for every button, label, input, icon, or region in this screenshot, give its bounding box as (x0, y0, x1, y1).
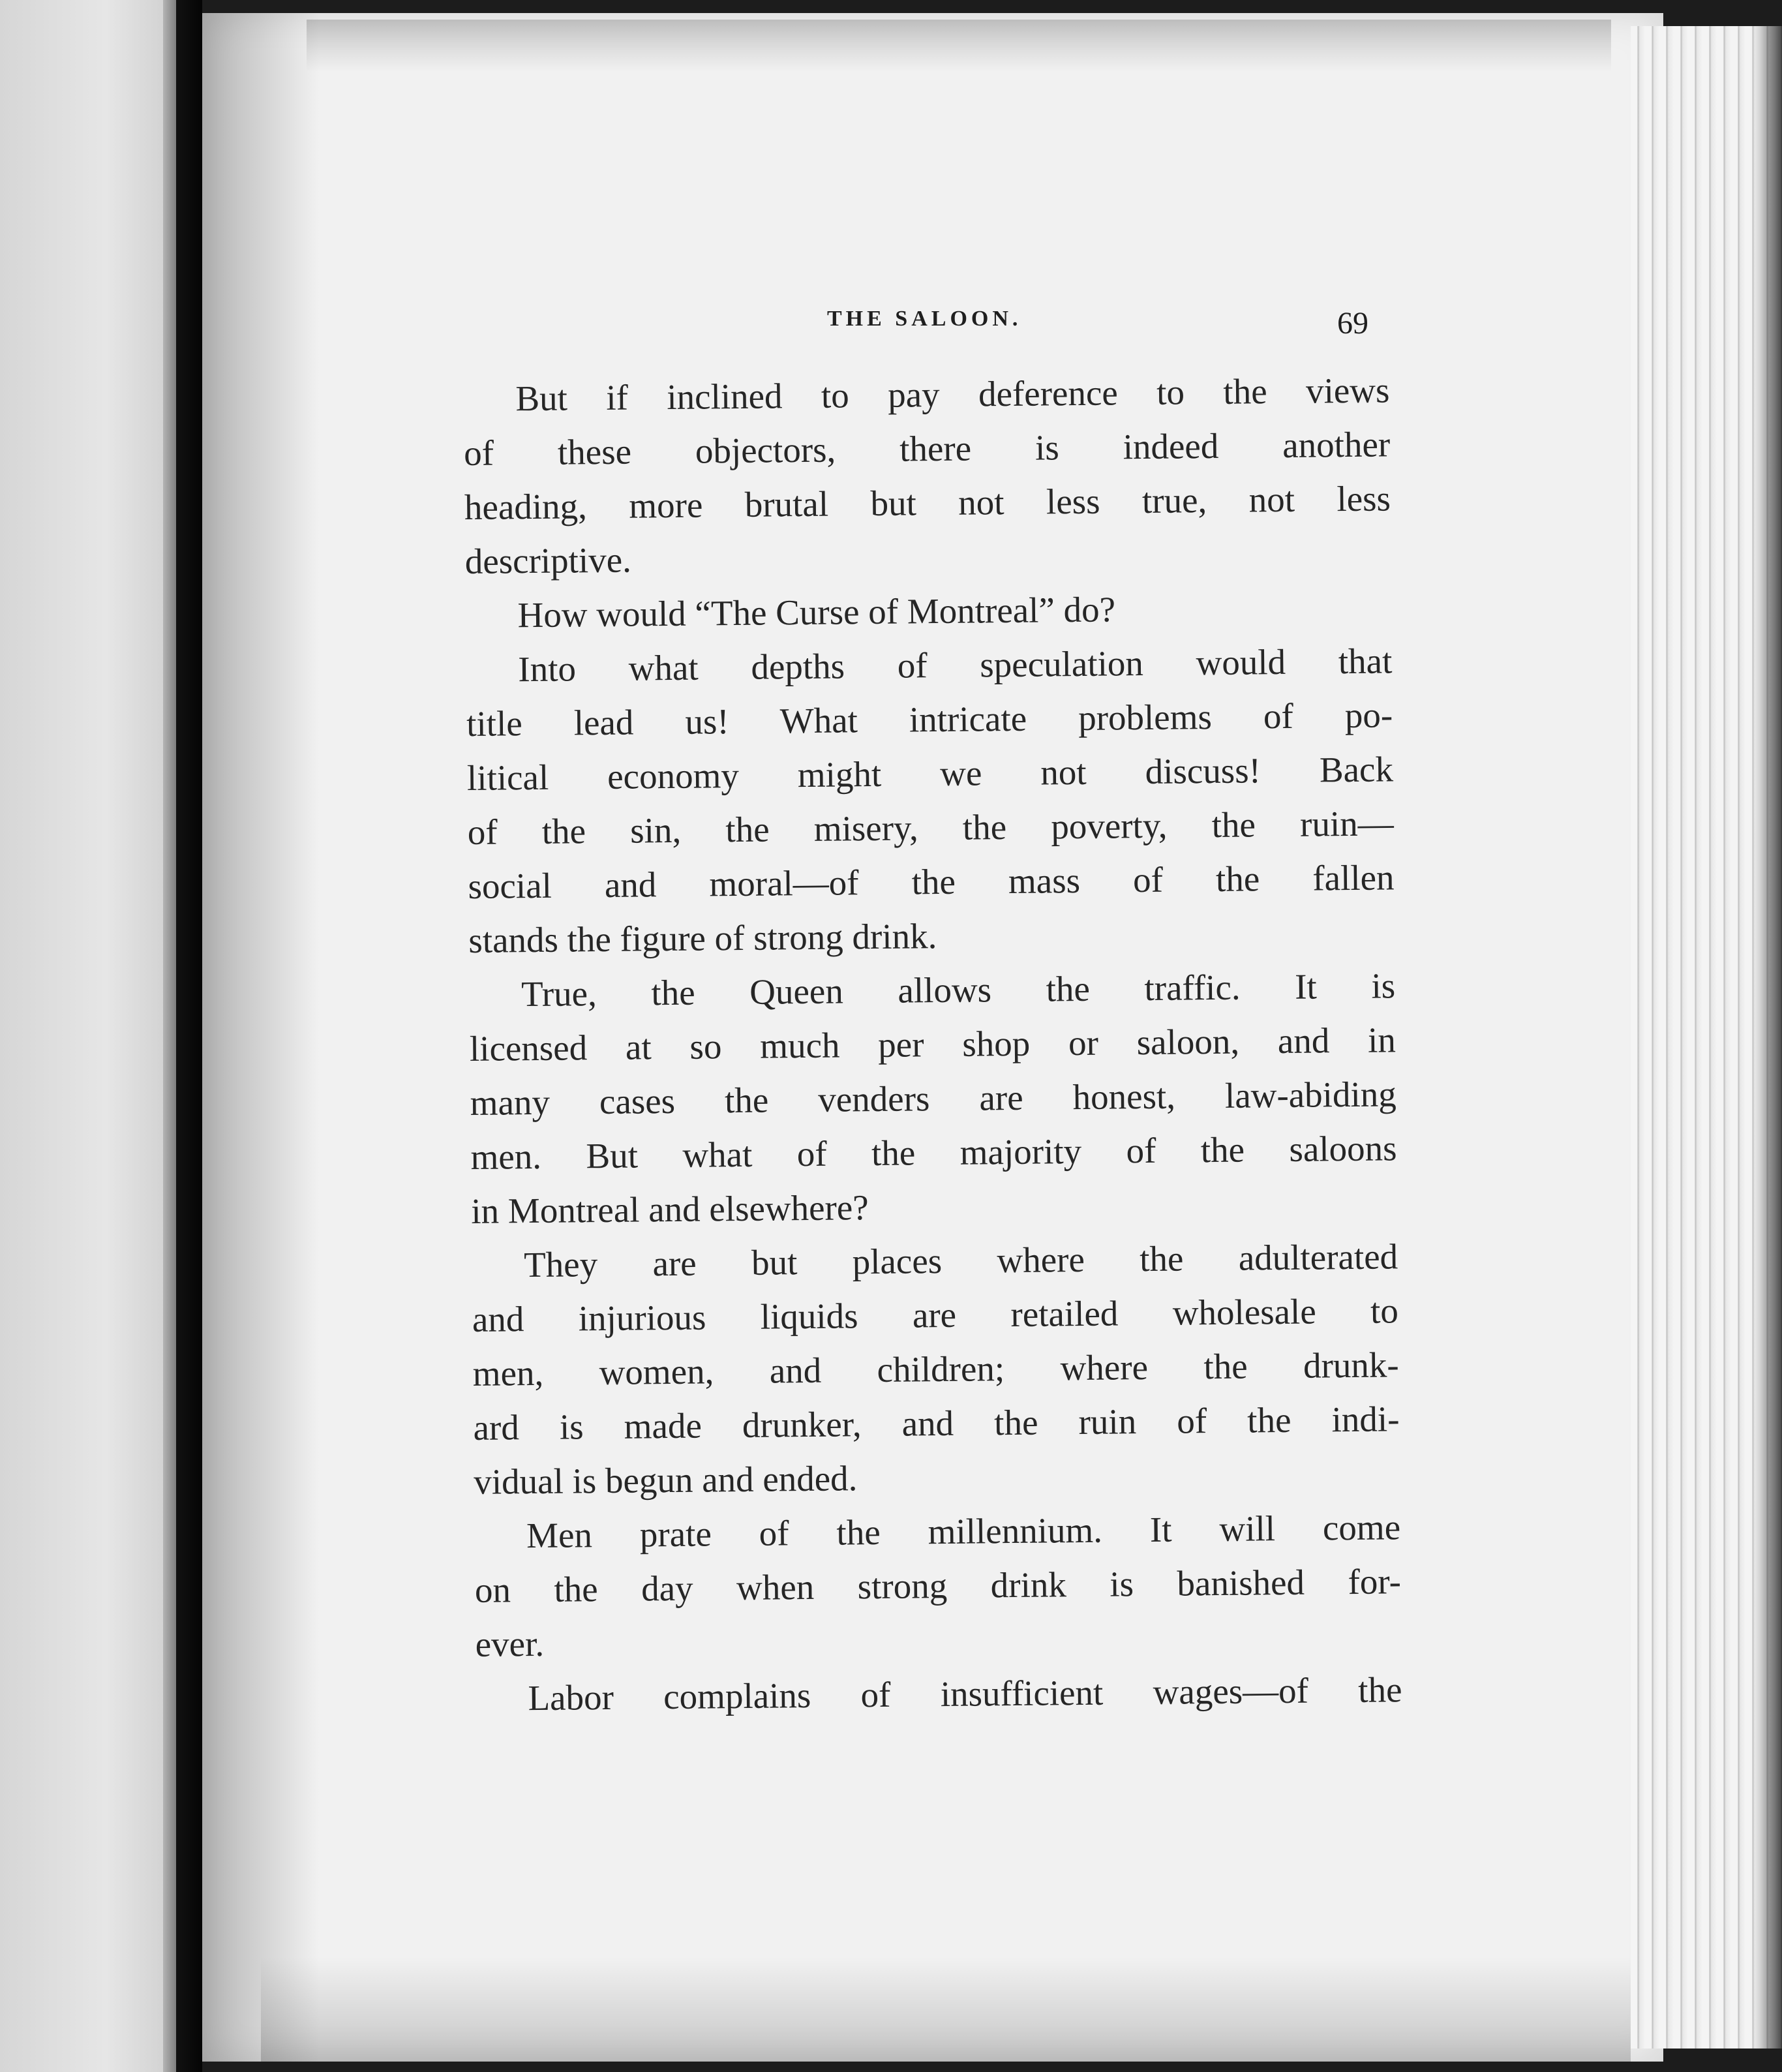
text-line: men. But what of the majority of the saloons (470, 1128, 1397, 1177)
text-line: Into what depths of speculation would that (518, 641, 1393, 690)
text-line: of the sin, the misery, the poverty, the ruin— (467, 803, 1394, 852)
text-line: heading, more brutal but not less true, not less (464, 478, 1391, 527)
text-line: in Montreal and elsewhere? (471, 1187, 869, 1231)
body-text (463, 363, 1402, 1726)
text-line: ever. (475, 1623, 545, 1664)
text-line: Labor complains of insufficient wages—of the (528, 1669, 1402, 1718)
text-line: True, the Queen allows the traffic. It is (521, 966, 1396, 1014)
text-line: But if inclined to pay deference to the views (515, 370, 1390, 419)
text-line: They are but places where the adulterated (523, 1236, 1398, 1285)
text-line: men, women, and children; where the drunk- (472, 1345, 1399, 1394)
page-number: 69 (1337, 306, 1368, 341)
text-line: title lead us! What intricate problems of po- (466, 695, 1393, 744)
text-line: How would “The Curse of Montreal” do? (517, 589, 1116, 635)
text-line: many cases the venders are honest, law-abiding (470, 1074, 1397, 1123)
text-line: vidual is begun and ended. (474, 1458, 858, 1502)
text-line: social and moral—of the mass of the fallen (468, 857, 1395, 906)
text-line: descriptive. (464, 540, 632, 581)
text-line: licensed at so much per shop or saloon, and in (469, 1020, 1397, 1069)
text-line: and injurious liquids are retailed wholesale to (472, 1290, 1399, 1339)
text-line: stands the figure of strong drink. (468, 916, 937, 960)
text-line: ard is made drunker, and the ruin of the indi- (473, 1399, 1400, 1448)
text-line: on the day when strong drink is banished for- (474, 1561, 1402, 1610)
running-head-title: THE SALOON. (827, 307, 1022, 331)
text-line: litical economy might we not discuss! Back (466, 749, 1394, 798)
text-line: Men prate of the millennium. It will come (526, 1507, 1401, 1556)
page-stack-shade (1755, 26, 1782, 2049)
book-gutter-shadow (163, 0, 202, 2072)
facing-page-edge (0, 0, 176, 2072)
text-line: of these objectors, there is indeed another (463, 424, 1391, 473)
